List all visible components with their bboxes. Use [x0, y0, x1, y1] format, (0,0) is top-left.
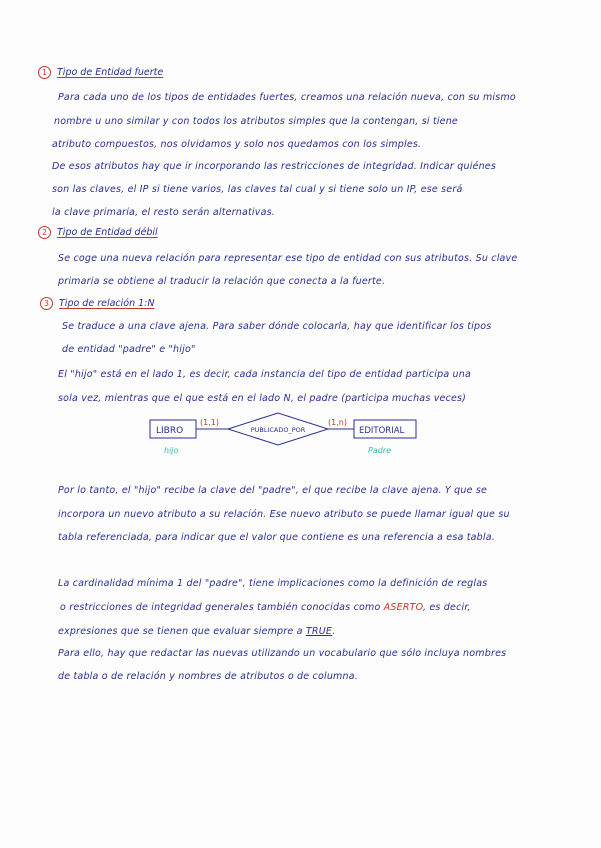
s1-line-3: atributo compuestos, nos olvidamos y solo nos quedamos con los simples.: [52, 139, 422, 150]
aserto-term: ASERTO: [383, 602, 423, 613]
closing-line-2-tail: , es decir,: [422, 602, 471, 613]
s2-line-1: Se coge una nueva relación para representar ese tipo de entidad con sus atributos. Su clave: [58, 253, 518, 264]
s1-line-1: Para cada uno de los tipos de entidades fuertes, creamos una relación nueva, con su mismo: [58, 92, 516, 103]
label-hijo: hijo: [164, 446, 179, 455]
section-1-number: 1: [38, 66, 51, 79]
relationship-label: PUBLICADO_POR: [250, 426, 306, 434]
after-line-3: tabla referenciada, para indicar que el valor que contiene es una referencia a esa tabla.: [58, 532, 495, 543]
s3-line-1: Se traduce a una clave ajena. Para saber dónde colocarla, hay que identificar los tipos: [62, 321, 492, 332]
s1-line-6: la clave primaria, el resto serán alternativas.: [52, 207, 275, 218]
closing-line-2: [60, 602, 471, 613]
s1-line-4: De esos atributos hay que ir incorporando las restricciones de integridad. Indicar quiénes: [52, 161, 496, 172]
closing-line-3-tail: .: [332, 626, 336, 637]
section-3-title: Tipo de relación 1:N: [59, 298, 155, 309]
s3-line-3: El "hijo" está en el lado 1, es decir, cada instancia del tipo de entidad participa una: [58, 369, 472, 380]
closing-line-5: de tabla o de relación y nombres de atributos o de columna.: [58, 671, 358, 682]
s2-line-2: primaria se obtiene al traducir la relación que conecta a la fuerte.: [58, 276, 386, 287]
er-diagram: [140, 405, 430, 465]
section-2-title: Tipo de Entidad débil: [57, 227, 158, 238]
s3-line-4: sola vez, mientras que el que está en el lado N, el padre (participa muchas veces): [58, 393, 467, 404]
s3-line-2: de entidad "padre" e "hijo": [62, 344, 196, 355]
entity-libro-label: LIBRO: [156, 426, 184, 436]
closing-line-3-text: expresiones que se tienen que evaluar siempre a: [58, 626, 303, 637]
section-2-number: 2: [38, 226, 51, 239]
entity-editorial-label: EDITORIAL: [359, 426, 405, 436]
closing-line-2-text: o restricciones de integridad generales también conocidas como: [60, 602, 381, 613]
section-2-heading: [38, 226, 158, 239]
section-1-title: Tipo de Entidad fuerte: [57, 67, 164, 78]
s1-line-5: son las claves, el IP si tiene varios, las claves tal cual y si tiene solo un IP, ese será: [52, 184, 463, 195]
card-right: (1,n): [328, 418, 347, 427]
after-line-2: incorpora un nuevo atributo a su relación. Ese nuevo atributo se puede llamar igual que su: [58, 509, 510, 520]
section-3-heading: [40, 297, 154, 310]
s1-line-2: nombre u uno similar y con todos los atributos simples que la contengan, si tiene: [54, 116, 458, 127]
closing-line-1: La cardinalidad mínima 1 del "padre", tiene implicaciones como la definición de reglas: [58, 578, 488, 589]
closing-line-4: Para ello, hay que redactar las nuevas utilizando un vocabulario que sólo incluya nombres: [58, 648, 507, 659]
label-padre: Padre: [368, 446, 392, 455]
section-1-heading: [38, 66, 163, 79]
closing-line-3: [58, 626, 335, 637]
section-3-number: 3: [40, 297, 53, 310]
true-term: TRUE: [305, 626, 333, 637]
card-left: (1,1): [200, 418, 219, 427]
after-line-1: Por lo tanto, el "hijo" recibe la clave del "padre", el que recibe la clave ajena. Y que se: [58, 485, 488, 496]
